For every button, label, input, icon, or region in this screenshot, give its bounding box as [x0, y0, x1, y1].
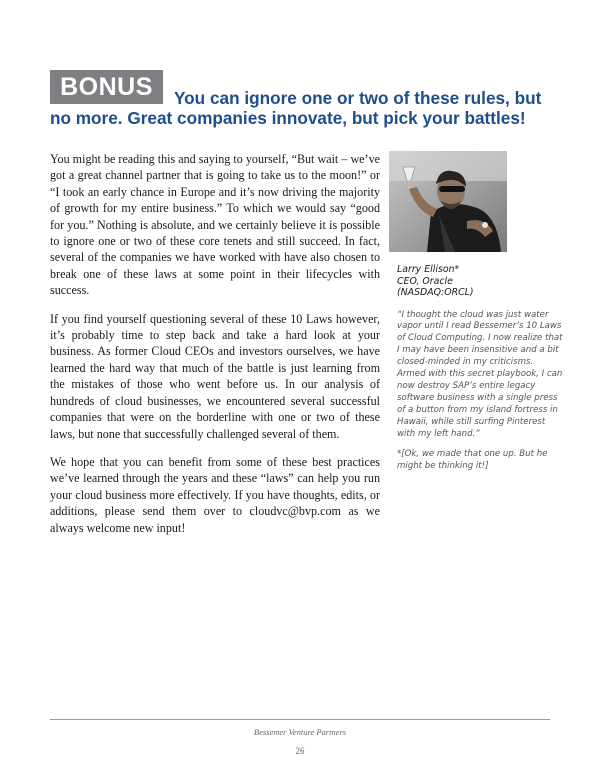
footer-text: Bessemer Venture Partners [253, 727, 347, 737]
page-number: 26 [295, 746, 305, 756]
headline-text: You can ignore one or two of these rules, but no more. Great companies innovate, but pick your battles! [50, 88, 542, 128]
paragraph-3: We hope that you can benefit from some of these best practices we’ve learned through the years and these “laws” can help you run your cloud business more effectively. If you have thoughts, edits, or additions, please send them over to cloudvc@bvp.com as we always welcome new input! [50, 454, 380, 535]
quote-author-ticker: (NASDAQ:ORCL) [397, 287, 474, 298]
paragraph-1: You might be reading this and saying to yourself, “But wait – we’ve got a great channel partner that is going to take us to the moon!” or “I took an early chance in Europe and it’s now driving the majority of growth for my entire business.” To which we would say “good for you.” Nothing is absolute, and we certainly believe it is possible to ignore one or two of these core tenets and still succeed. In fact, several of the companies we have worked with have also chosen to break one of these laws at some point in their lifecycles with success. [50, 152, 380, 298]
footer-rule [50, 719, 550, 720]
quote-text: “I thought the cloud was just water vapor until I read Bessemer’s 10 Laws of Cloud Computing. I now realize that I may have been insensitive and a bit closed-minded in my criticisms. Armed with this secret playbook, I can now destroy SAP’s entire legacy software business with a single press of a button from my island fortress in Hawaii, while still surfing Pinterest with my left hand.” [397, 309, 563, 439]
portrait-photo [389, 151, 507, 252]
quote-author-name: Larry Ellison* [397, 264, 460, 275]
headline [50, 88, 560, 128]
bonus-badge: BONUS [50, 70, 163, 104]
body-text [50, 151, 380, 548]
paragraph-2: If you find yourself questioning several of these 10 Laws however, it’s probably time to step back and take a hard look at your business. As former Cloud CEOs and investors ourselves, we have learned the hard way that much of the battle is just learning from the mistakes of those who went before us. In our analysis of hundreds of cloud businesses, we encountered several successful companies that were on the borderline with one or two of these laws, but none that successfully challenged several of them. [50, 311, 380, 441]
quote-note: *[Ok, we made that one up. But he might be thinking it!] [397, 449, 548, 472]
portrait-illustration [389, 151, 507, 252]
sidebar-quote [397, 264, 563, 473]
quote-author-title: CEO, Oracle [397, 275, 453, 287]
